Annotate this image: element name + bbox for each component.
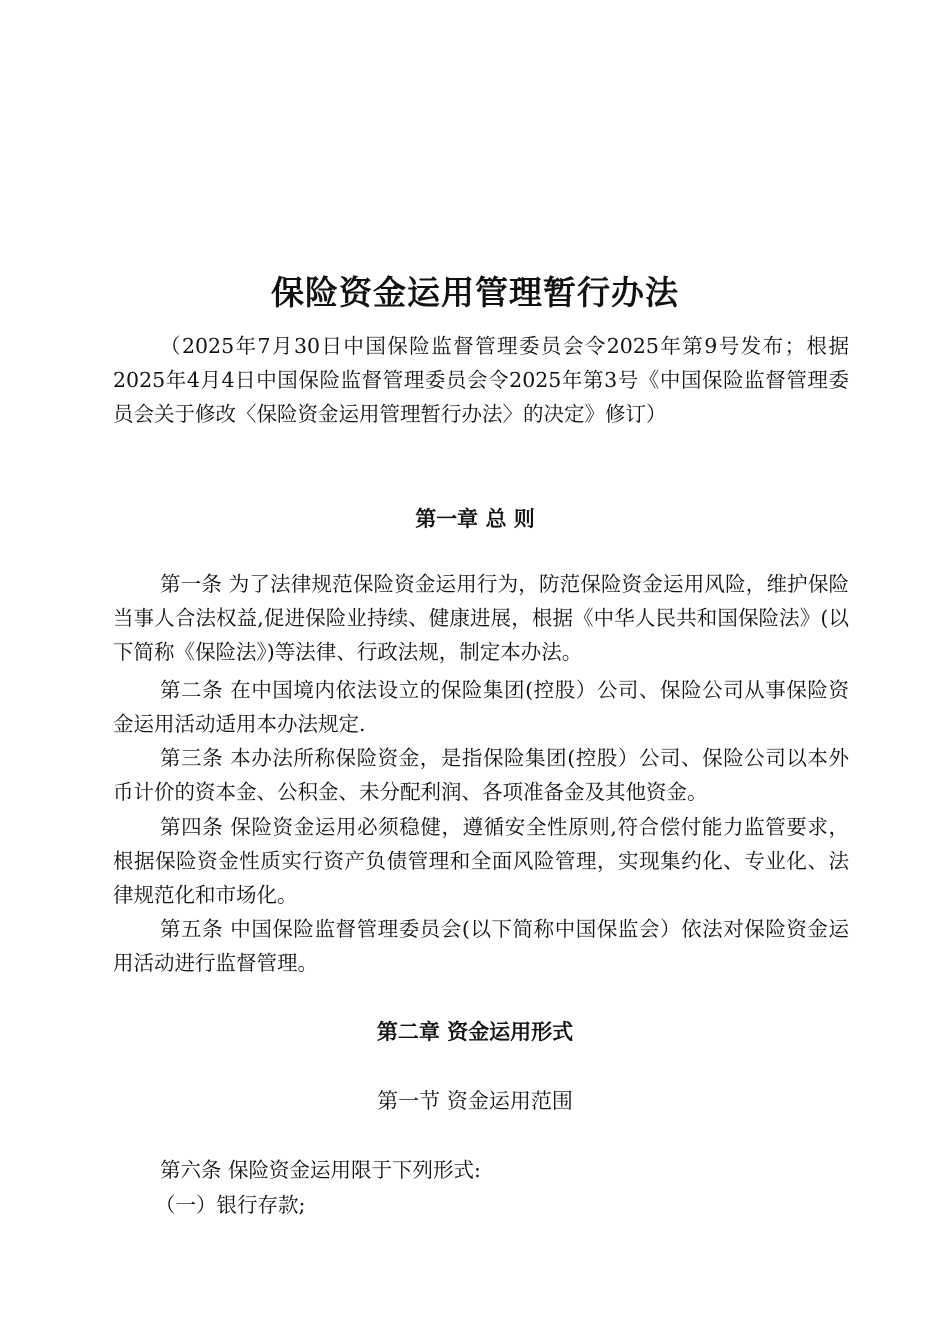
list-item-1: （一）银行存款; xyxy=(155,1193,306,1217)
chapter-1-heading: 第一章 总 则 xyxy=(415,507,535,531)
article-3: 第三条 本办法所称保险资金，是指保险集团(控股）公司、保险公司以本外币计价的资本金、公积金、未分配利润、各项准备金及其他资金。 xyxy=(113,746,849,804)
article-5: 第五条 中国保险监督管理委员会(以下简称中国保监会）依法对保险资金运用活动进行监督管理。 xyxy=(113,917,849,975)
article-4: 第四条 保险资金运用必须稳健，遵循安全性原则,符合偿付能力监管要求，根据保险资金性质实行资产负债管理和全面风险管理，实现集约化、专业化、法律规范化和市场化。 xyxy=(113,815,849,907)
article-2: 第二条 在中国境内依法设立的保险集团(控股）公司、保险公司从事保险资金运用活动适用本办法规定. xyxy=(113,678,849,736)
article-1: 第一条 为了法律规范保险资金运用行为，防范保险资金运用风险，维护保险当事人合法权益,促进保险业持续、健康进展，根据《中华人民共和国保险法》(以下简称《保险法》)等法律、行政法规，制定本办法。 xyxy=(113,572,849,664)
chapter-2-heading: 第二章 资金运用形式 xyxy=(376,1020,574,1044)
article-6: 第六条 保险资金运用限于下列形式: xyxy=(160,1158,481,1182)
section-1-heading: 第一节 资金运用范围 xyxy=(377,1089,573,1113)
revision-note: （2025年7月30日中国保险监督管理委员会令2025年第9号发布；根据2025年4月4日中国保险监督管理委员会令2025年第3号《中国保险监督管理委员会关于修改〈保险资金运用管理暂行办法〉的决定》修订） xyxy=(113,334,849,426)
document-title: 保险资金运用管理暂行办法 xyxy=(271,273,679,312)
